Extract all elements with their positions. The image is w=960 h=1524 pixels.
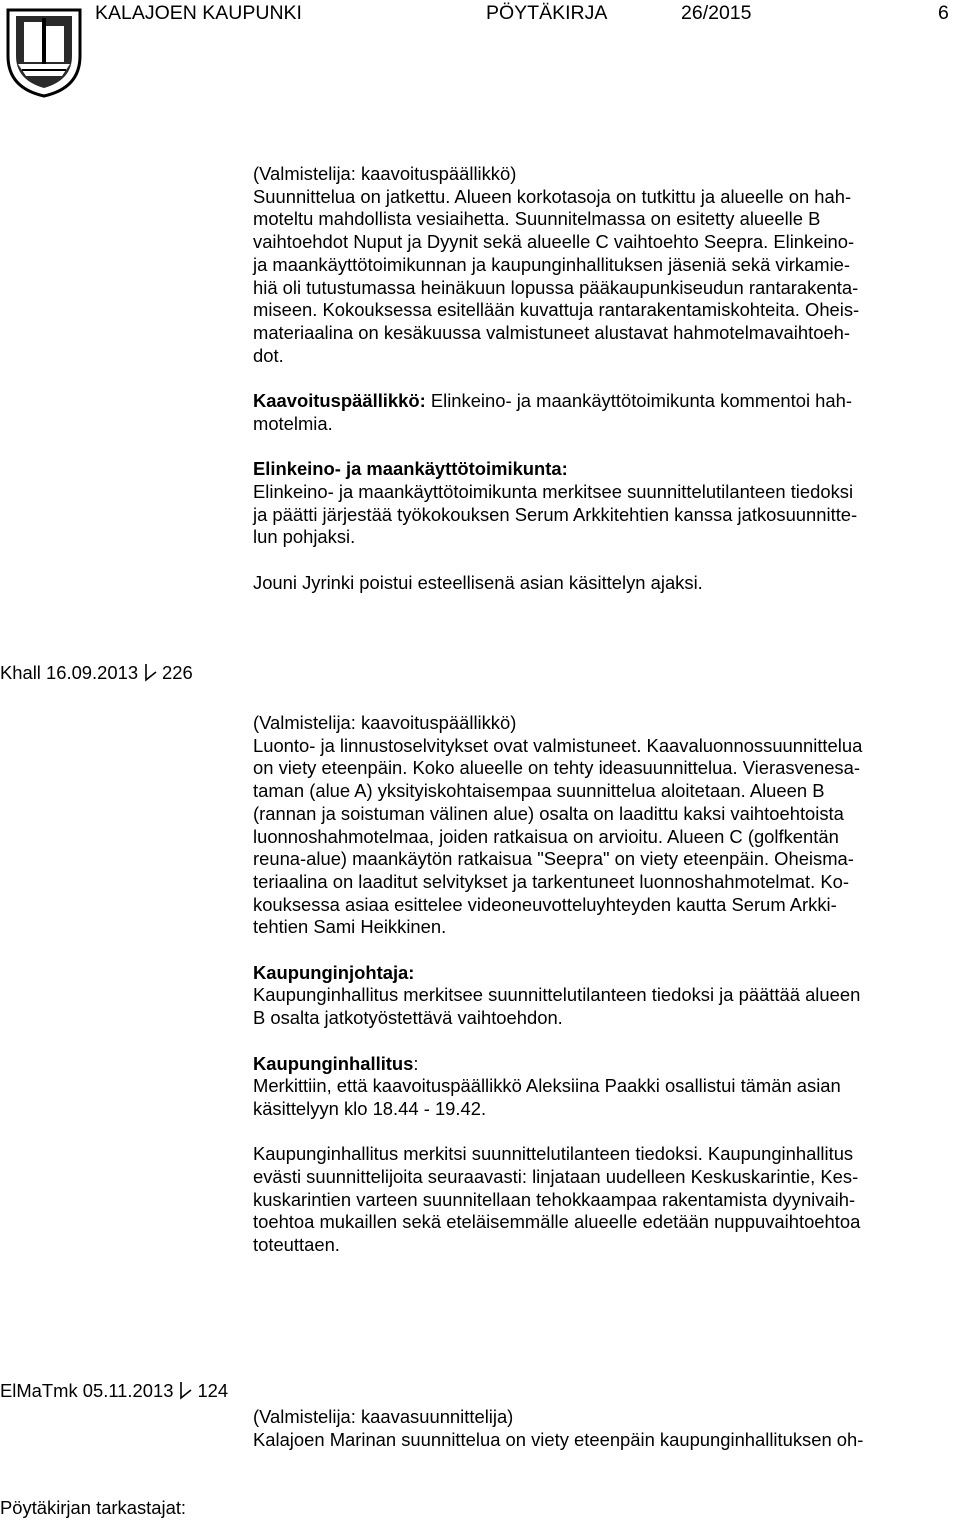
bracket-arrow-icon	[179, 1380, 193, 1400]
decision-line: toehtoa mukaillen sekä eteläisemmälle alueelle edetään nuppuvaihtoehtoa	[253, 1211, 861, 1233]
paragraph-line: Luonto- ja linnustoselvitykset ovat valmistuneet. Kaavaluonnossuunnittelua	[253, 734, 863, 756]
paragraph-line: tehtien Sami Heikkinen.	[253, 916, 447, 938]
mayor-heading: Kaupunginjohtaja:	[253, 961, 415, 983]
page-number: 6	[938, 2, 949, 24]
section-1-text	[253, 163, 960, 594]
paragraph-line: Kalajoen Marinan suunnittelua on viety eteenpäin kaupunginhallituksen oh-	[253, 1428, 864, 1450]
paragraph-line: on viety eteenpäin. Koko alueelle on tehty ideasuunnittelua. Vierasvenesa-	[253, 757, 860, 779]
paragraph-line: moteltu mahdollista vesiaihetta. Suunnitelmassa on esitetty alueelle B	[253, 208, 821, 230]
paragraph-line: teriaalina on laaditut selvitykset ja tarkentuneet luonnoshahmotelmat. Ko-	[253, 870, 849, 892]
board-line: Merkittiin, että kaavoituspäällikkö Aleksiina Paakki osallistui tämän asian	[253, 1075, 841, 1097]
committee-line: Elinkeino- ja maankäyttötoimikunta merkitsee suunnittelutilanteen tiedoksi	[253, 480, 854, 502]
paragraph-line: miseen. Kokouksessa esitellään kuvattuja rantarakentamiskohteita. Oheis-	[253, 299, 860, 321]
board-heading-line	[253, 1053, 960, 1076]
meeting-reference-label: ElMaTmk 05.11.2013	[0, 1380, 174, 1401]
paragraph-line: hiä oli tutustumassa heinäkuun lopussa pääkaupunkiseudun rantarakenta-	[253, 276, 859, 298]
proposal-line: motelmia.	[253, 412, 333, 434]
decision-line: Kaupunginhallitus merkitsi suunnittelutilanteen tiedoksi. Kaupunginhallitus	[253, 1143, 854, 1165]
meeting-reference-number: 226	[162, 662, 193, 683]
paragraph-line: (Valmistelija: kaavoituspäällikkö)	[253, 712, 517, 733]
board-line: käsittelyyn klo 18.44 - 19.42.	[253, 1097, 487, 1119]
paragraph-line: (Valmistelija: kaavoituspäällikkö)	[253, 163, 517, 184]
paragraph-line: vaihtoehdot Nuput ja Dyynit sekä alueelle C vaihtoehto Seepra. Elinkeino-	[253, 231, 855, 253]
committee-heading: Elinkeino- ja maankäyttötoimikunta:	[253, 458, 568, 480]
paragraph-line: luonnoshahmotelmaa, joiden ratkaisua on arvioitu. Alueen C (golfkentän	[253, 825, 839, 847]
paragraph-line: reuna-alue) maankäytön ratkaisua "Seepra" on viety eteenpäin. Oheisma-	[253, 848, 854, 870]
bracket-arrow-icon	[144, 662, 158, 682]
proposal-text: Elinkeino- ja maankäyttötoimikunta kommentoi hah-	[425, 390, 852, 412]
decision-line: toteuttaen.	[253, 1234, 340, 1256]
section-2-text	[253, 712, 960, 1257]
paragraph-line: (rannan ja soistuman välinen alue) osalta on laadittu kaksi vaihtoehtoista	[253, 802, 844, 824]
meeting-reference-label: Khall 16.09.2013	[0, 662, 139, 683]
section-3-text	[253, 1406, 960, 1451]
paragraph-line: taman (alue A) yksityiskohtaisempaa suunnittelua aloitetaan. Alueen B	[253, 780, 825, 802]
proposal-label: Kaavoituspäällikkö:	[253, 390, 426, 412]
decision-line: evästi suunnittelijoita seuraavasti: linjataan uudelleen Keskuskarintie, Kes-	[253, 1166, 859, 1188]
proposal-line	[253, 390, 960, 413]
meeting-reference	[0, 1380, 228, 1403]
board-heading: Kaupunginhallitus	[253, 1052, 414, 1074]
paragraph-line: (Valmistelija: kaavasuunnittelija)	[253, 1406, 514, 1427]
meeting-reference-number: 124	[197, 1380, 229, 1401]
committee-line: ja päätti järjestää työkokouksen Serum Arkkitehtien kanssa jatkosuunnitte-	[253, 503, 858, 525]
paragraph-line: dot.	[253, 344, 284, 366]
document-number: 26/2015	[681, 2, 752, 24]
paragraph-line: Suunnittelua on jatkettu. Alueen korkotasoja on tutkittu ja alueelle on hah-	[253, 185, 852, 207]
paragraph-line: materiaalina on kesäkuussa valmistuneet alustavat hahmotelmavaihtoeh-	[253, 321, 851, 343]
paragraph-line: kouksessa asiaa esittelee videoneuvotteluyhteyden kautta Serum Arkki-	[253, 893, 837, 915]
mayor-line: B osalta jatkotyöstettävä vaihtoehdon.	[253, 1007, 563, 1029]
committee-line: lun pohjaksi.	[253, 526, 356, 548]
decision-line: kuskarintien varteen suunnitellaan tehokkaampaa rakentamista dyynivaih-	[253, 1188, 856, 1210]
board-heading-colon: :	[413, 1052, 419, 1074]
document-type: PÖYTÄKIRJA	[486, 2, 608, 24]
org-name: KALAJOEN KAUPUNKI	[95, 2, 302, 24]
minutes-checkers-label: Pöytäkirjan tarkastajat:	[0, 1497, 187, 1518]
paragraph-line: ja maankäyttötoimikunnan ja kaupunginhallituksen jäseniä sekä virkamie-	[253, 253, 851, 275]
city-coat-of-arms-logo	[2, 6, 86, 98]
meeting-reference	[0, 662, 193, 685]
recusal-note: Jouni Jyrinki poistui esteellisenä asian käsittelyn ajaksi.	[253, 571, 703, 593]
mayor-line: Kaupunginhallitus merkitsee suunnittelutilanteen tiedoksi ja päättää alueen	[253, 984, 861, 1006]
